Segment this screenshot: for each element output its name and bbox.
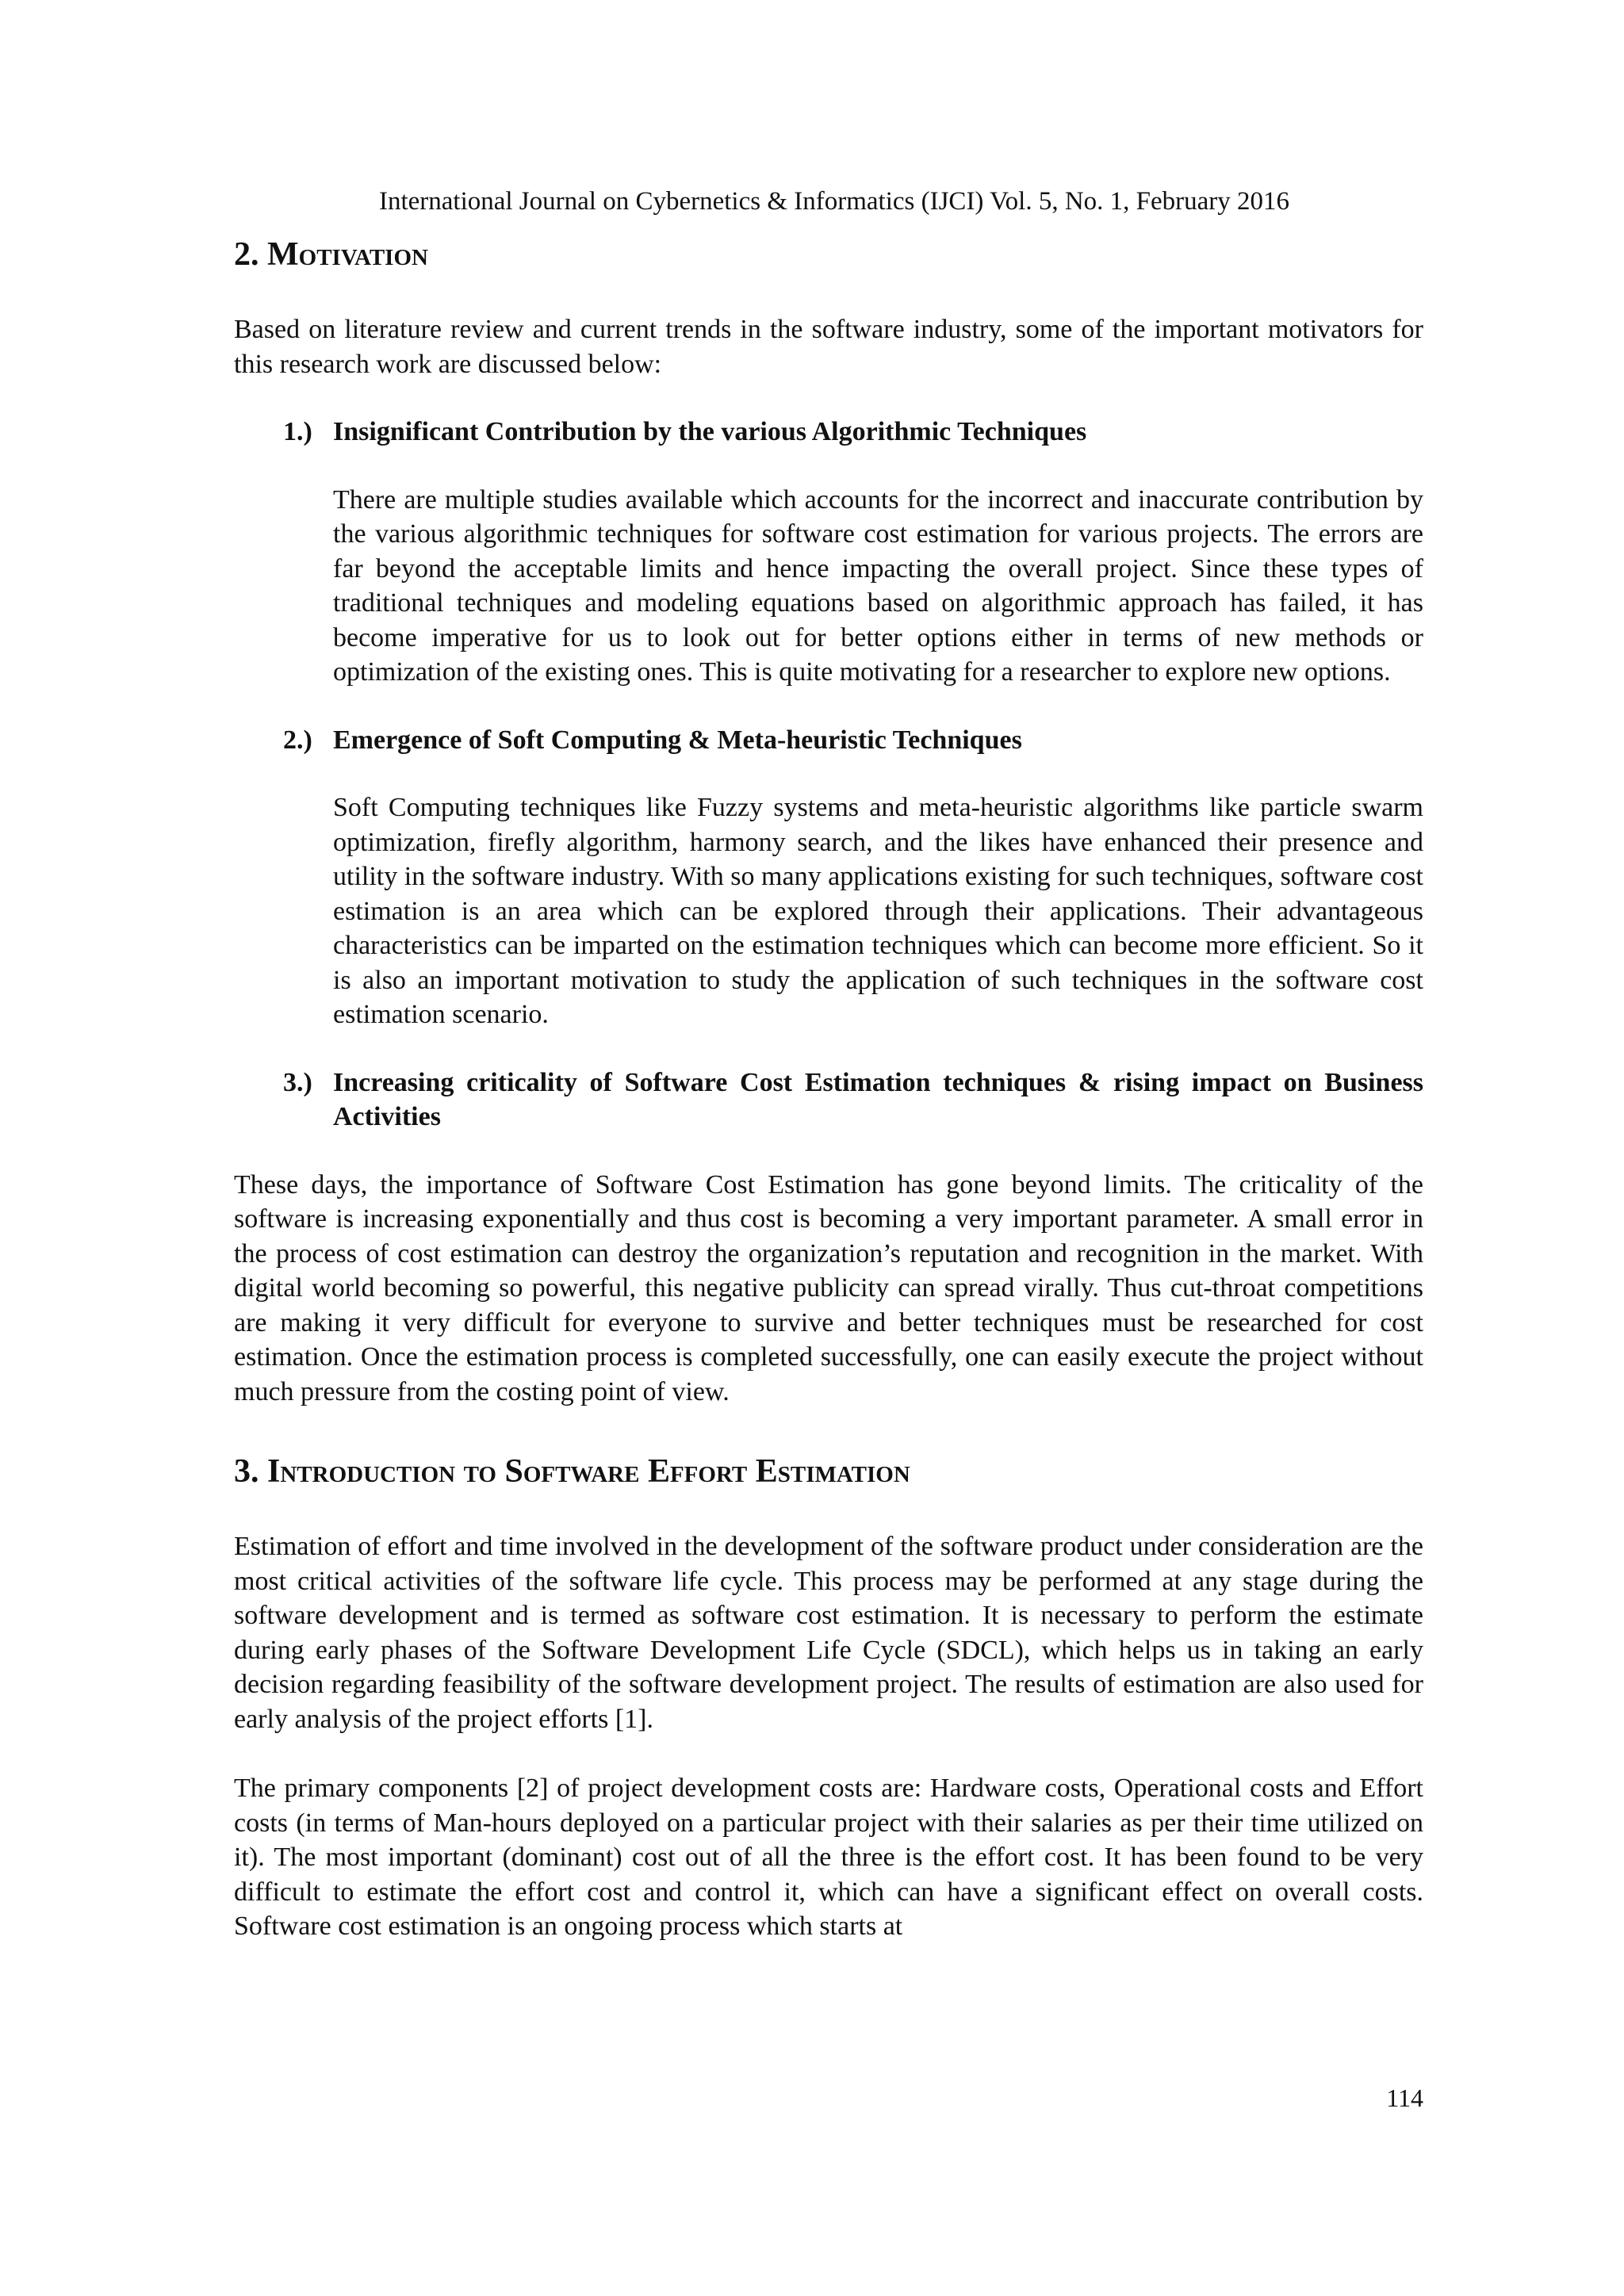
- motivation-item-1-body: There are multiple studies available which accounts for the incorrect and inaccurate contribution by the various algorithmic techniques for software cost estimation for various projects. The errors are far beyond the acceptable limits and hence impacting the overall project. Since these types of traditional techniques and modeling equations based on algorithmic approach has failed, it has become imperative for us to look out for better options either in terms of new methods or optimization of the existing ones. This is quite motivating for a researcher to explore new options.: [333, 484, 1423, 687]
- section-3-paragraph-2: The primary components [2] of project development costs are: Hardware costs, Operational costs and Effort costs (in terms of Man-hours deployed on a particular project with their salaries as per their time utilized on it). The most important (dominant) cost out of all the three is the effort cost. It has been found to be very difficult to estimate the effort cost and control it, which can have a significant effect on overall costs. Software cost estimation is an ongoing process which starts at: [234, 1774, 1423, 1941]
- section-2-number: 2.: [234, 236, 267, 273]
- section-3-paragraph-1: Estimation of effort and time involved in the development of the software product under consideration are the most critical activities of the software life cycle. This process may be performed at any stage during the software development and is termed as software cost estimation. It is necessary to perform the estimate during early phases of the Software Development Life Cycle (SDCL), which helps us in taking an early decision regarding feasibility of the software development project. The results of estimation are also used for early analysis of the project efforts [1].: [234, 1532, 1423, 1734]
- motivation-item-1-heading: [283, 415, 1423, 450]
- section-3-heading: [234, 1448, 1423, 1494]
- motivation-item-2-title: Emergence of Soft Computing & Meta-heuristic Techniques: [333, 725, 1022, 755]
- motivation-item-3-title: Increasing criticality of Software Cost Estimation techniques & rising impact on Business Activities: [333, 1067, 1423, 1131]
- motivation-item-1-number: 1.): [283, 417, 312, 446]
- section-2-title: Motivation: [267, 236, 428, 273]
- page-number: 114: [1386, 2084, 1423, 2112]
- motivation-item-2-heading: [283, 723, 1423, 758]
- motivation-item-1: [283, 415, 1423, 690]
- motivation-item-3-heading: [283, 1066, 1423, 1135]
- motivation-item-3-number: 3.): [283, 1067, 312, 1097]
- section-2-heading: [234, 232, 1423, 277]
- motivation-item-2-body: Soft Computing techniques like Fuzzy systems and meta-heuristic algorithms like particle swarm optimization, firefly algorithm, harmony search, and the likes have enhanced their presence and utility in the software industry. With so many applications existing for such techniques, software cost estimation is an area which can be explored through their applications. Their advantageous characteristics can be imparted on the estimation techniques which can become more efficient. So it is also an important motivation to study the application of such techniques in the software cost estimation scenario.: [333, 793, 1423, 1029]
- section-3-title: Introduction to Software Effort Estimation: [267, 1453, 910, 1490]
- page-content: [234, 232, 1423, 1944]
- section-2-intro: Based on literature review and current trends in the software industry, some of the important motivators for this research work are discussed below:: [234, 315, 1423, 379]
- section-3-number: 3.: [234, 1453, 267, 1490]
- section-2-closing: These days, the importance of Software Cost Estimation has gone beyond limits. The criticality of the software is increasing exponentially and thus cost is becoming a very important parameter. A small error in the process of cost estimation can destroy the organization’s reputation and recognition in the market. With digital world becoming so powerful, this negative publicity can spread virally. Thus cut-throat competitions are making it very difficult for everyone to survive and better techniques must be researched for cost estimation. Once the estimation process is completed successfully, one can easily execute the project without much pressure from the costing point of view.: [234, 1169, 1423, 1406]
- motivation-item-3: [283, 1066, 1423, 1135]
- motivation-item-2: [283, 723, 1423, 1032]
- motivation-item-2-number: 2.): [283, 725, 312, 755]
- motivation-item-1-title: Insignificant Contribution by the various Algorithmic Techniques: [333, 417, 1087, 446]
- running-header: International Journal on Cybernetics & Informatics (IJCI) Vol. 5, No. 1, February 2016: [378, 187, 1290, 216]
